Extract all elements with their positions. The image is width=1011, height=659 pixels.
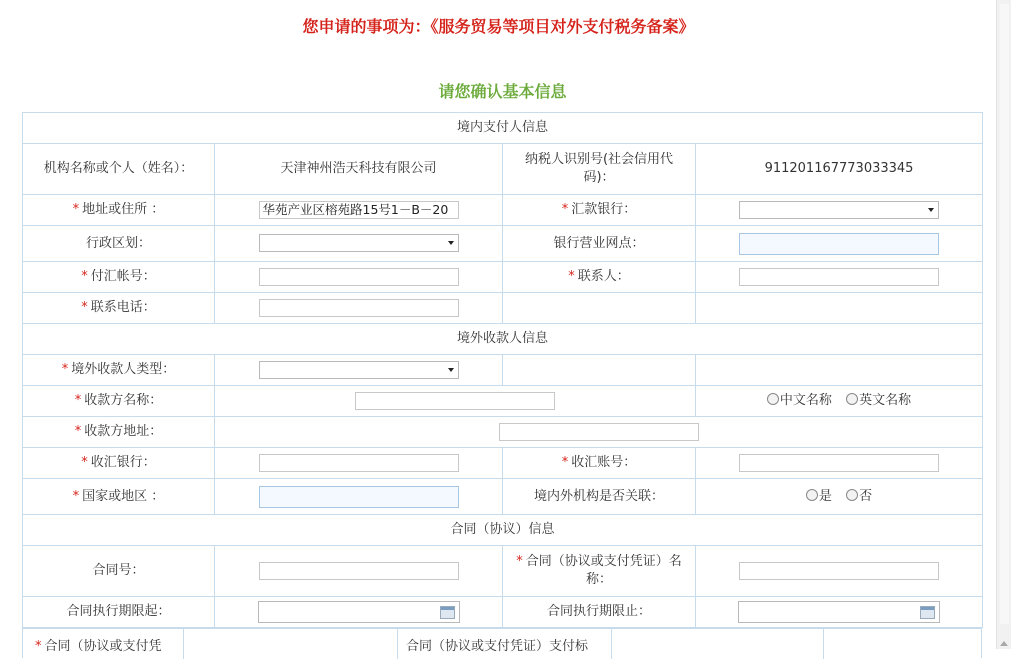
radio-related-yes-label: 是 — [818, 488, 832, 504]
region-select[interactable] — [259, 234, 459, 252]
org-name-value: 天津神州浩天科技有限公司 — [215, 144, 503, 195]
empty-cell — [503, 293, 696, 324]
payee-type-label-cell — [23, 355, 215, 386]
contract-number-label: 合同号： — [23, 546, 215, 597]
contact-input[interactable] — [739, 268, 939, 286]
payee-name-label: 收款方名称： — [84, 393, 163, 408]
payer-account-input[interactable] — [259, 268, 459, 286]
payer-account-label-cell — [23, 262, 215, 293]
contract-name-input[interactable] — [739, 562, 939, 580]
address-input[interactable]: 华苑产业区榕苑路15号1－B－20 — [259, 201, 459, 219]
contract-start-label: 合同执行期限起： — [23, 597, 215, 628]
remit-bank-label-cell — [503, 195, 696, 226]
region-label: 行政区划： — [23, 226, 215, 262]
address-label: 地址或住所 ： — [82, 202, 165, 217]
radio-english-name[interactable] — [846, 393, 858, 405]
partial-contract-voucher-label: 合同（协议或支付凭 — [44, 639, 162, 654]
remit-bank-select[interactable] — [739, 201, 939, 219]
page-subtitle: 请您确认基本信息 — [438, 82, 567, 101]
cell-divider — [397, 629, 398, 659]
phone-input[interactable] — [259, 299, 459, 317]
phone-label-cell — [23, 293, 215, 324]
related-label: 境内外机构是否关联： — [503, 479, 696, 515]
contract-name-label: 合同（协议或支付凭证）名称： — [525, 554, 682, 587]
payee-address-input[interactable] — [499, 423, 699, 441]
radio-chinese-name[interactable] — [767, 393, 779, 405]
org-name-label: 机构名称或个人（姓名）： — [23, 144, 215, 195]
tax-id-label: 纳税人识别号(社会信用代码)： — [503, 144, 696, 195]
receiving-account-input[interactable] — [739, 454, 939, 472]
radio-english-name-label: 英文名称 — [859, 393, 912, 408]
partial-payment-standard-label: 合同（协议或支付凭证）支付标 — [406, 639, 589, 654]
required-mark: * — [72, 202, 80, 217]
radio-related-yes[interactable] — [806, 489, 818, 501]
required-mark: * — [561, 202, 569, 217]
cell-divider — [611, 629, 612, 659]
receiving-account-label-cell — [503, 448, 696, 479]
tax-id-value: 911201167773033345 — [696, 144, 983, 195]
radio-related-no[interactable] — [846, 489, 858, 501]
contract-end-date-input[interactable] — [738, 601, 940, 623]
empty-cell — [503, 355, 696, 386]
payer-account-label: 付汇帐号： — [90, 269, 156, 284]
radio-chinese-name-label: 中文名称 — [779, 393, 832, 408]
payee-name-input[interactable] — [355, 392, 555, 410]
filing-form-table — [22, 112, 983, 628]
address-label-cell — [23, 195, 215, 226]
section-header-overseas-payee: 境外收款人信息 — [23, 324, 983, 355]
section-header-domestic-payer: 境内支付人信息 — [23, 113, 983, 144]
receiving-bank-input[interactable] — [259, 454, 459, 472]
phone-label: 联系电话： — [90, 300, 156, 315]
required-mark: * — [81, 269, 88, 284]
contract-start-date-input[interactable] — [258, 601, 460, 623]
dropdown-arrow-icon — [928, 208, 934, 212]
country-label-cell — [23, 479, 215, 515]
contract-end-label: 合同执行期限止： — [503, 597, 696, 628]
dropdown-arrow-icon — [448, 241, 454, 245]
required-mark: * — [74, 393, 82, 408]
scroll-down-arrow-icon[interactable] — [1000, 641, 1008, 646]
required-mark: * — [81, 455, 88, 470]
payee-type-label: 境外收款人类型： — [71, 362, 176, 377]
required-mark: * — [74, 424, 82, 439]
empty-cell — [696, 355, 983, 386]
payee-address-label: 收款方地址： — [84, 424, 163, 439]
radio-related-no-label: 否 — [859, 488, 873, 504]
calendar-icon[interactable] — [920, 606, 935, 619]
receiving-bank-label-cell — [23, 448, 215, 479]
required-mark: * — [516, 554, 523, 569]
cell-divider — [823, 629, 824, 659]
bank-branch-label: 银行营业网点： — [503, 226, 696, 262]
country-label: 国家或地区 ： — [82, 488, 165, 504]
partial-row-label-cell — [35, 635, 162, 654]
page-title: 您申请的事项为：《服务贸易等项目对外支付税务备案》 — [302, 17, 695, 36]
country-input[interactable] — [259, 486, 459, 508]
empty-cell — [696, 293, 983, 324]
contact-label-cell — [503, 262, 696, 293]
cell-divider — [183, 629, 184, 659]
calendar-icon[interactable] — [440, 606, 455, 619]
dropdown-arrow-icon — [448, 368, 454, 372]
required-mark: * — [72, 488, 80, 504]
partially-visible-row — [22, 628, 982, 658]
payee-type-select[interactable] — [259, 361, 459, 379]
contact-label: 联系人： — [577, 269, 630, 284]
section-header-contract: 合同（协议）信息 — [23, 515, 983, 546]
receiving-account-label: 收汇账号： — [571, 455, 637, 470]
required-mark: * — [35, 639, 42, 654]
required-mark: * — [81, 300, 88, 315]
remit-bank-label: 汇款银行： — [571, 202, 637, 217]
required-mark: * — [568, 269, 575, 284]
payee-name-label-cell — [23, 386, 215, 417]
bank-branch-input[interactable] — [739, 233, 939, 255]
payee-address-label-cell — [23, 417, 215, 448]
contract-number-input[interactable] — [259, 562, 459, 580]
contract-name-label-cell — [503, 546, 696, 597]
receiving-bank-label: 收汇银行： — [90, 455, 156, 470]
required-mark: * — [561, 455, 569, 470]
required-mark: * — [61, 362, 69, 377]
